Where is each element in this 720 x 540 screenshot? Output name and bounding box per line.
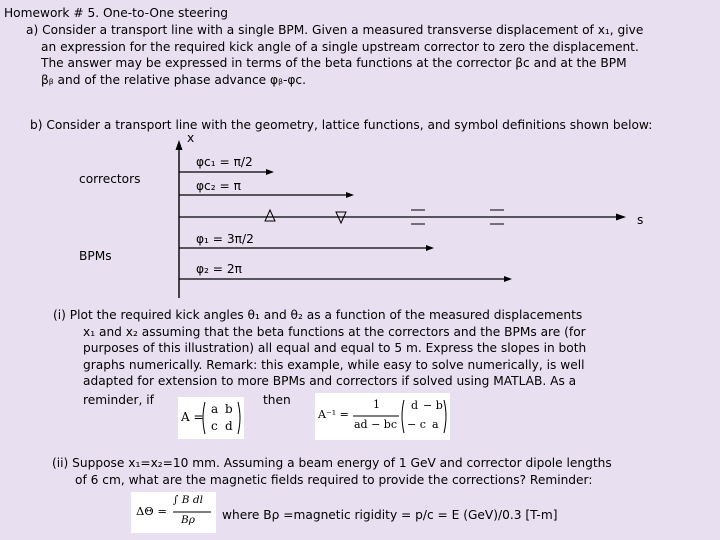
- matrix-inverse-entry-d: d: [411, 399, 419, 412]
- matrix-a-entry-d: d: [225, 419, 233, 433]
- matrix-inverse-entry-a: a: [432, 418, 439, 431]
- part-a-line-3: The answer may be expressed in terms of the beta functions at the corrector βᴄ and at the BPM: [41, 56, 627, 71]
- matrix-inverse-equation: [315, 393, 450, 440]
- kick-angle-formula: [131, 492, 216, 533]
- kick-formula-fraction-bar: [131, 492, 216, 533]
- part-a-line-1: a) Consider a transport line with a single BPM. Given a measured transverse displacement of x₁, give: [26, 23, 644, 37]
- matrix-a-lhs: A =: [181, 410, 204, 424]
- phase-c1-label: φᴄ₁ = π/2: [196, 155, 253, 169]
- matrix-inverse-lhs: A⁻¹ =: [318, 408, 349, 421]
- part-ii-line-1: (ii) Suppose x₁=x₂=10 mm. Assuming a beam energy of 1 GeV and corrector dipole lengths: [52, 456, 612, 470]
- phase-1-label: φ₁ = 3π/2: [196, 232, 254, 246]
- bpm-2-arrowhead: [504, 276, 512, 282]
- matrix-inverse-numerator: 1: [373, 398, 380, 411]
- matrix-a-equation: [178, 397, 244, 439]
- part-i-line-1: (i) Plot the required kick angles θ₁ and θ₂ as a function of the measured displacements: [53, 308, 583, 322]
- kick-formula-numerator: ∫ B dl: [173, 494, 203, 506]
- kick-formula-denominator: Bρ: [181, 514, 195, 526]
- s-axis-label: s: [637, 213, 644, 227]
- correctors-label: correctors: [79, 172, 141, 186]
- matrix-inverse-entry-minus-c: − c: [407, 418, 426, 431]
- matrix-a-entry-b: b: [225, 402, 233, 416]
- kick-formula-lhs: ΔΘ =: [136, 504, 168, 518]
- x-axis-label: x: [187, 131, 195, 145]
- page-title: Homework # 5. One-to-One steering: [4, 6, 229, 20]
- s-axis-arrowhead: [616, 214, 626, 221]
- part-i-line-3: purposes of this illustration) all equal and equal to 5 m. Express the slopes in both: [83, 341, 587, 356]
- part-ii-text: [52, 455, 612, 488]
- corrector-1-triangle-icon: [265, 210, 275, 221]
- part-i-line-5: adapted for extension to more BPMs and correctors if solved using MATLAB. As a: [83, 374, 577, 389]
- x-axis-arrowhead: [176, 140, 183, 150]
- matrix-a-entry-c: c: [211, 419, 218, 433]
- magnetic-rigidity-text: where Bρ =magnetic rigidity = p/c = E (GeV)/0.3 [T-m]: [222, 508, 558, 522]
- phase-c2-label: φᴄ₂ = π: [196, 179, 241, 193]
- corrector-1-arrowhead: [266, 169, 274, 175]
- part-ii-line-2: of 6 cm, what are the magnetic fields required to provide the corrections? Reminder:: [75, 472, 593, 487]
- part-i-line-2: x₁ and x₂ assuming that the beta functions at the correctors and the BPMs are (for: [83, 324, 586, 339]
- matrix-inverse-entry-minus-b: − b: [423, 399, 443, 412]
- bpm-1-arrowhead: [426, 245, 434, 251]
- phase-2-label: φ₂ = 2π: [196, 262, 242, 276]
- part-i-line-4: graphs numerically. Remark: this example, while easy to solve numerically, is well: [83, 357, 585, 372]
- bpms-label: BPMs: [79, 249, 112, 263]
- part-b-intro: b) Consider a transport line with the geometry, lattice functions, and symbol definitions shown below:: [30, 118, 653, 132]
- part-i-text: [53, 307, 586, 390]
- part-a-line-2: an expression for the required kick angle of a single upstream corrector to zero the displacement.: [41, 39, 639, 54]
- matrix-inverse-denominator: ad − bc: [354, 418, 398, 431]
- then-text: then: [263, 393, 291, 407]
- reminder-if-text: reminder, if: [83, 393, 154, 407]
- corrector-2-arrowhead: [346, 192, 354, 198]
- matrix-a-entry-a: a: [211, 402, 219, 416]
- part-a-line-4: βᵦ and of the relative phase advance φᵦ-φᴄ.: [41, 72, 306, 87]
